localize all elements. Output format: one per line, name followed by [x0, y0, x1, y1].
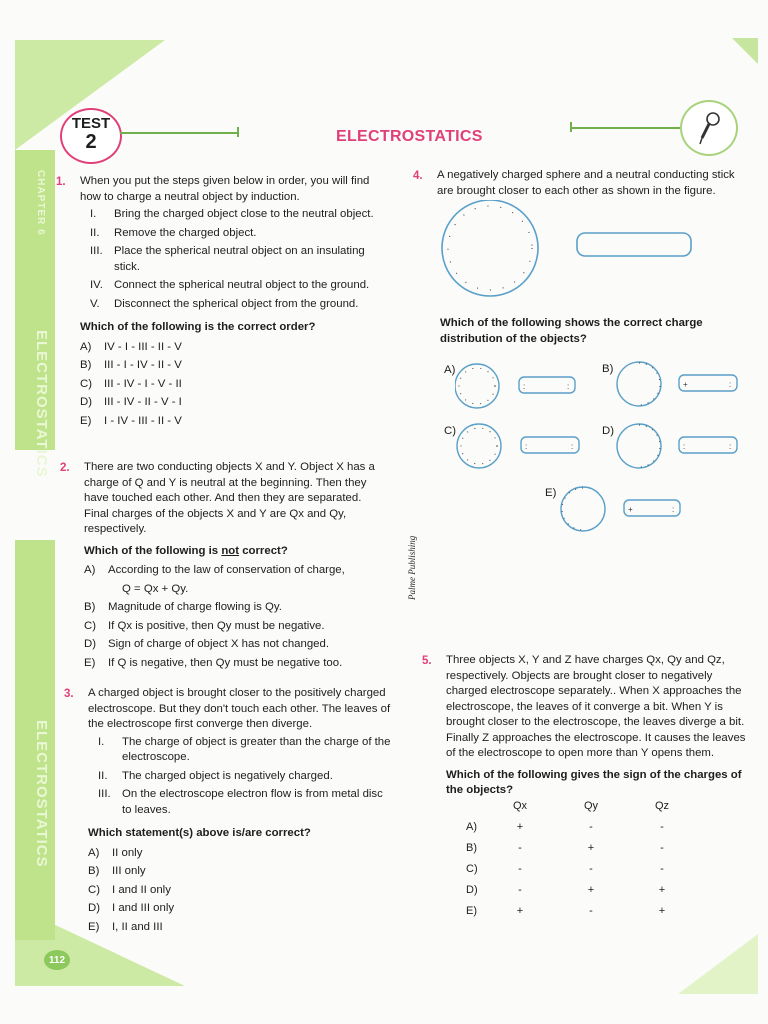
q4-choice-b-label: B): [602, 363, 614, 375]
q4-choice-d-label: D): [602, 425, 615, 437]
q3-option-d[interactable]: D) I and III only: [88, 902, 175, 914]
q3-option-c[interactable]: C) I and II only: [88, 883, 171, 896]
q3-prompt: Which statement(s) above is/are correct?: [88, 827, 311, 839]
q4-choice-e[interactable]: [558, 483, 688, 535]
q1-option-b[interactable]: B) III - I - IV - II - V: [80, 359, 182, 371]
q4-choice-c-label: C): [444, 425, 457, 437]
q1-option-a[interactable]: A) IV - I - III - II - V: [80, 340, 182, 353]
header-rule-left-tick: [237, 127, 239, 137]
q5-block: [446, 653, 751, 799]
q4-choice-a-label: A): [444, 364, 456, 376]
svg-text:+: +: [683, 380, 688, 389]
page-number: 112: [48, 955, 66, 966]
q1-steps: [90, 207, 385, 312]
q4-number: 4.: [413, 170, 423, 182]
q2-stem: There are two conducting objects X and Y. Object X has a charge of Q and Y is neutral at the beginning. Then they have touched each other. And then they are separated. Final charges of the objects X and Y are Qx and Qy, respectively.: [84, 461, 375, 535]
q3-statement: II. The charged object is negatively charged.: [98, 769, 333, 782]
svg-text::: :: [672, 505, 675, 514]
svg-text::: :: [729, 380, 732, 389]
q3-statement: I. The charge of object is greater than the charge of the electroscope.: [98, 735, 391, 763]
q4-stem: A negatively charged sphere and a neutral conducting stick are brought closer to each other as shown in the figure.: [437, 169, 735, 197]
q1-option-e[interactable]: E) I - IV - III - II - V: [80, 414, 182, 427]
q3-number: 3.: [64, 688, 74, 700]
q1-prompt: Which of the following is the correct order?: [80, 321, 316, 333]
test-number: 2: [85, 131, 97, 153]
corner-decoration-top-right: [732, 38, 758, 64]
q1-number: 1.: [56, 176, 66, 188]
side-label-bottom: ELECTROSTATICS: [33, 720, 50, 868]
q3-statement: III. On the electroscope electron flow is from metal disc to leaves.: [98, 788, 383, 816]
q1-options: [80, 340, 385, 430]
q2-number: 2.: [60, 462, 70, 474]
q1-step: V. Disconnect the spherical object from the ground.: [90, 297, 359, 310]
q3-stem: A charged object is brought closer to the positively charged electroscope. But they don't touch each other. The leaves of the electroscope first converge then diverge.: [88, 687, 391, 730]
svg-text::: :: [567, 382, 570, 391]
page-number-badge: [44, 950, 70, 970]
svg-text::: :: [729, 442, 732, 451]
q1-step: I. Bring the charged object close to the neutral object.: [90, 208, 374, 220]
q1-step: II. Remove the charged object.: [90, 226, 257, 239]
test-badge: [60, 108, 122, 164]
q4-charge-dots: [448, 206, 532, 290]
q2-option-c[interactable]: C) If Qx is positive, then Qy must be negative.: [84, 619, 325, 632]
test-label: TEST: [71, 115, 111, 132]
header-rule-right: [570, 127, 682, 129]
q4-prompt: Which of the following shows the correct charge distribution of the objects?: [440, 317, 703, 345]
q5-number: 5.: [422, 655, 432, 667]
q2-block: [84, 460, 389, 671]
q1-option-c[interactable]: C) III - IV - I - V - II: [80, 377, 182, 390]
q3-block: [88, 686, 393, 935]
q2-option-b[interactable]: B) Magnitude of charge flowing is Qy.: [84, 601, 282, 613]
q4-choice-a[interactable]: [455, 360, 580, 412]
q3-statements: [98, 735, 393, 819]
q5-header-qx: Qx: [512, 800, 528, 812]
q3-options: [88, 846, 393, 936]
q4-neutral-stick: [577, 233, 691, 256]
svg-text::: :: [571, 442, 574, 451]
chapter-tab: CHAPTER 6: [35, 170, 46, 236]
q4-choice-c[interactable]: [455, 420, 585, 472]
q3-option-a[interactable]: A) II only: [88, 846, 143, 859]
microphone-badge: [680, 100, 738, 156]
side-label-top: ELECTROSTATICS: [33, 330, 50, 478]
q1-option-d[interactable]: D) III - IV - II - V - I: [80, 396, 182, 408]
q2-option-e[interactable]: E) If Q is negative, then Qy must be negative too.: [84, 656, 343, 669]
svg-text:+: +: [628, 505, 633, 514]
publisher-label: Palme Publishing: [407, 535, 417, 600]
q5-header-qy: Qy: [583, 800, 599, 812]
q5-stem: Three objects X, Y and Z have charges Qx, Qy and Qz, respectively. Objects are brought closer to negatively charged electroscope separately.. When X approaches the electroscope, the leaves of it converge a bit. When Y is brought closer to the electroscope, the leaves diverge a bit. Finally Z approaches the electroscope. It causes the leaves of the electroscope to open more than Y opens them.: [446, 654, 746, 759]
q2-prompt: Which of the following is not correct?: [84, 544, 288, 557]
q4-choice-b[interactable]: [615, 358, 745, 410]
q4-choice-d[interactable]: [615, 420, 745, 472]
q1-block: [80, 174, 385, 429]
q3-option-e[interactable]: E) I, II and III: [88, 920, 163, 933]
q2-options: [84, 563, 389, 671]
svg-text::: :: [523, 382, 526, 391]
q4-charged-sphere: [442, 200, 538, 296]
q2-option-a[interactable]: A) According to the law of conservation of charge,: [84, 564, 345, 576]
q2-option-d[interactable]: D) Sign of charge of object X has not changed.: [84, 638, 330, 650]
q2-option-a-cont: Q = Qx + Qy.: [122, 582, 189, 595]
q4-figure: [440, 200, 700, 300]
q5-prompt: Which of the following gives the sign of the charges of the objects?: [446, 768, 742, 796]
microphone-icon: [682, 102, 736, 154]
header-rule-left: [120, 132, 238, 134]
q3-option-b[interactable]: B) III only: [88, 865, 146, 877]
page-title: ELECTROSTATICS: [336, 128, 483, 145]
q5-header-qz: Qz: [654, 800, 670, 812]
svg-text::: :: [525, 442, 528, 451]
q1-step: IV. Connect the spherical neutral object to the ground.: [90, 279, 370, 291]
svg-text::: :: [683, 442, 686, 451]
header-rule-right-tick: [570, 122, 572, 132]
q1-step: III. Place the spherical neutral object on an insulating stick.: [90, 245, 365, 273]
corner-decoration-bottom-right: [678, 934, 758, 994]
q4-choice-e-label: E): [545, 487, 557, 499]
q1-stem: When you put the steps given below in order, you will find how to charge a neutral object by induction.: [80, 175, 370, 203]
